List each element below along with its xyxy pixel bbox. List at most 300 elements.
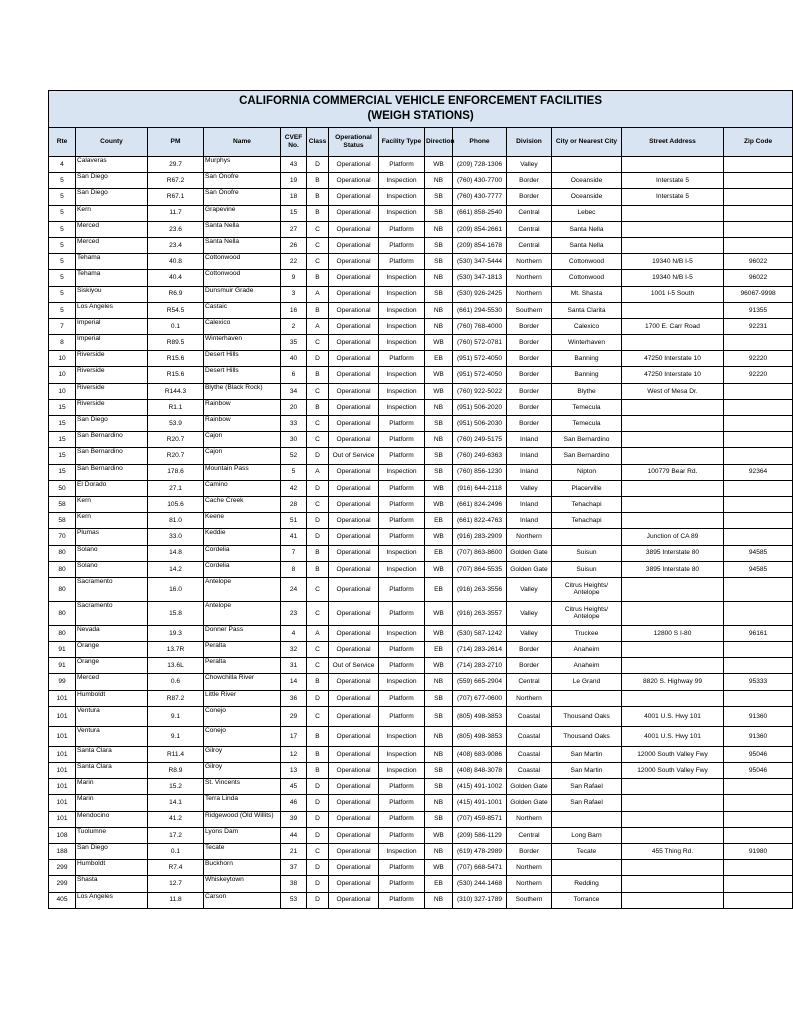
table-cell: Operational (329, 173, 379, 189)
table-cell: 4001 U.S. Hwy 101 (622, 706, 724, 726)
table-cell: NB (425, 302, 453, 318)
table-cell (622, 860, 724, 876)
table-row (49, 827, 793, 843)
table-row (49, 448, 793, 464)
table-row (49, 432, 793, 448)
table-cell: 3 (281, 286, 307, 302)
column-header: Operational Status (329, 128, 379, 157)
table-cell: A (307, 286, 329, 302)
table-cell: Border (507, 367, 552, 383)
table-cell: San Bernardino (552, 448, 622, 464)
table-cell: 95333 (724, 674, 793, 690)
table-cell: R144.3 (148, 383, 204, 399)
table-cell: 12 (281, 746, 307, 762)
table-cell: 31 (281, 658, 307, 674)
table-cell: Inspection (379, 674, 425, 690)
table-cell: Citrus Heights/ Antelope (552, 577, 622, 601)
table-cell: 15.2 (148, 779, 204, 795)
table-cell: 11.7 (148, 205, 204, 221)
table-cell: 21 (281, 843, 307, 859)
table-cell: Platform (379, 658, 425, 674)
table-cell: Operational (329, 286, 379, 302)
table-cell: 92220 (724, 367, 793, 383)
table-cell: 5 (281, 464, 307, 480)
table-cell: 101 (49, 746, 76, 762)
table-cell: Rainbow (204, 399, 281, 415)
table-cell: Northern (507, 876, 552, 892)
table-cell: Placerville (552, 480, 622, 496)
table-cell: (209) 854-2661 (453, 221, 507, 237)
table-cell: Humboldt (76, 860, 148, 876)
table-cell: Border (507, 351, 552, 367)
table-cell: 17 (281, 726, 307, 746)
table-cell: 95046 (724, 746, 793, 762)
table-cell: Valley (507, 480, 552, 496)
table-cell: Operational (329, 513, 379, 529)
table-row (49, 746, 793, 762)
table-cell: Northern (507, 286, 552, 302)
table-cell: Inspection (379, 270, 425, 286)
table-cell: 5 (49, 237, 76, 253)
table-cell: Operational (329, 399, 379, 415)
table-cell: Lyons Dam (204, 827, 281, 843)
table-cell: R15.6 (148, 367, 204, 383)
table-cell: Operational (329, 860, 379, 876)
table-cell: C (307, 496, 329, 512)
table-cell (724, 416, 793, 432)
table-cell: Platform (379, 237, 425, 253)
table-cell: B (307, 270, 329, 286)
table-body (49, 157, 793, 909)
table-cell: (707) 459-8571 (453, 811, 507, 827)
table-cell: Operational (329, 601, 379, 625)
table-cell: SB (425, 205, 453, 221)
table-cell: Santa Nella (204, 221, 281, 237)
table-cell (724, 157, 793, 173)
table-cell: NB (425, 173, 453, 189)
table-cell (724, 513, 793, 529)
table-cell: Platform (379, 601, 425, 625)
table-row (49, 173, 793, 189)
table-cell: 58 (49, 496, 76, 512)
table-cell: Operational (329, 432, 379, 448)
table-cell: Solano (76, 545, 148, 561)
table-cell: Platform (379, 480, 425, 496)
table-cell: Donner Pass (204, 625, 281, 641)
table-cell: Border (507, 658, 552, 674)
table-cell: (530) 587-1242 (453, 625, 507, 641)
table-cell: 12000 South Valley Fwy (622, 746, 724, 762)
table-cell: Inspection (379, 843, 425, 859)
table-cell: Coastal (507, 706, 552, 726)
table-cell: 20 (281, 399, 307, 415)
table-cell: Border (507, 318, 552, 334)
table-cell: Operational (329, 205, 379, 221)
table-row (49, 270, 793, 286)
table-cell: (714) 283-2614 (453, 642, 507, 658)
table-cell: D (307, 779, 329, 795)
table-cell: D (307, 876, 329, 892)
table-cell: 39 (281, 811, 307, 827)
table-cell: D (307, 448, 329, 464)
table-cell: C (307, 601, 329, 625)
table-cell: Operational (329, 464, 379, 480)
table-cell: Sacramento (76, 601, 148, 625)
table-cell: San Bernardino (76, 464, 148, 480)
table-row (49, 205, 793, 221)
table-cell (724, 448, 793, 464)
table-cell: 40.4 (148, 270, 204, 286)
table-cell: Border (507, 173, 552, 189)
table-cell: 5 (49, 270, 76, 286)
table-cell: Valley (507, 625, 552, 641)
table-cell: Buckhorn (204, 860, 281, 876)
table-cell: San Onofre (204, 173, 281, 189)
table-cell: (530) 926-2425 (453, 286, 507, 302)
table-cell: Mt. Shasta (552, 286, 622, 302)
table-cell: Operational (329, 237, 379, 253)
table-cell: Merced (76, 221, 148, 237)
table-cell (724, 642, 793, 658)
table-cell: Keene (204, 513, 281, 529)
table-cell: 27.1 (148, 480, 204, 496)
table-cell: 108 (49, 827, 76, 843)
table-cell: B (307, 726, 329, 746)
table-cell: Inspection (379, 625, 425, 641)
table-cell: 23.4 (148, 237, 204, 253)
table-cell: Ventura (76, 726, 148, 746)
table-row (49, 416, 793, 432)
table-cell: 13 (281, 763, 307, 779)
table-cell: Cottonwood (552, 270, 622, 286)
table-cell: Border (507, 843, 552, 859)
table-cell: 33.0 (148, 529, 204, 545)
table-cell (552, 529, 622, 545)
table-cell: 15 (49, 432, 76, 448)
table-cell: Ventura (76, 706, 148, 726)
table-cell: 7 (49, 318, 76, 334)
table-cell (622, 480, 724, 496)
table-cell: Southern (507, 892, 552, 908)
title-line-1: CALIFORNIA COMMERCIAL VEHICLE ENFORCEMENT FACILITIES (239, 95, 603, 107)
table-cell (724, 383, 793, 399)
table-cell: 23 (281, 601, 307, 625)
table-cell: 19340 N/B I-5 (622, 270, 724, 286)
table-cell: WB (425, 496, 453, 512)
table-cell: A (307, 625, 329, 641)
table-cell (622, 658, 724, 674)
table-cell: 100779 Bear Rd. (622, 464, 724, 480)
table-cell: Whiskeytown (204, 876, 281, 892)
table-cell: 5 (49, 254, 76, 270)
table-cell: B (307, 173, 329, 189)
table-cell: (951) 506-2030 (453, 416, 507, 432)
column-header: County (76, 128, 148, 157)
table-cell: Inspection (379, 205, 425, 221)
table-cell: Operational (329, 367, 379, 383)
table-cell: 91 (49, 658, 76, 674)
table-cell: 94585 (724, 561, 793, 577)
table-cell: B (307, 561, 329, 577)
table-cell: 0.1 (148, 318, 204, 334)
table-cell (552, 811, 622, 827)
table-cell: 41.2 (148, 811, 204, 827)
table-cell: SB (425, 706, 453, 726)
table-cell: NB (425, 892, 453, 908)
table-cell: 0.1 (148, 843, 204, 859)
table-cell: SB (425, 811, 453, 827)
table-cell: Operational (329, 318, 379, 334)
table-cell: C (307, 416, 329, 432)
table-cell: D (307, 351, 329, 367)
table-cell: Orange (76, 658, 148, 674)
table-cell: C (307, 577, 329, 601)
table-cell: (530) 244-1468 (453, 876, 507, 892)
table-cell: SB (425, 189, 453, 205)
table-cell: NB (425, 746, 453, 762)
table-cell: 9 (281, 270, 307, 286)
table-cell: WB (425, 157, 453, 173)
table-cell (552, 157, 622, 173)
table-cell: SB (425, 690, 453, 706)
table-cell: 14.8 (148, 545, 204, 561)
table-row (49, 464, 793, 480)
table-cell: Carson (204, 892, 281, 908)
table-cell (552, 690, 622, 706)
table-cell: NB (425, 270, 453, 286)
table-cell: 91980 (724, 843, 793, 859)
table-cell: Platform (379, 432, 425, 448)
table-cell: Desert Hills (204, 351, 281, 367)
table-cell: (707) 677-0600 (453, 690, 507, 706)
table-cell: Operational (329, 561, 379, 577)
table-cell: (916) 263-3556 (453, 577, 507, 601)
table-cell: SB (425, 416, 453, 432)
table-cell (724, 496, 793, 512)
table-cell: WB (425, 561, 453, 577)
table-row (49, 335, 793, 351)
table-cell: SB (425, 763, 453, 779)
table-cell: 28 (281, 496, 307, 512)
table-cell: Cordelia (204, 561, 281, 577)
table-cell: Operational (329, 795, 379, 811)
table-cell: Nevada (76, 625, 148, 641)
table-cell: (559) 665-2904 (453, 674, 507, 690)
table-cell: (310) 327-1789 (453, 892, 507, 908)
table-cell (622, 690, 724, 706)
table-cell: Inspection (379, 318, 425, 334)
table-cell: 3895 Interstate 80 (622, 545, 724, 561)
table-cell: Platform (379, 892, 425, 908)
table-cell: WB (425, 860, 453, 876)
table-cell (724, 221, 793, 237)
table-cell: WB (425, 625, 453, 641)
table-cell: 8 (49, 335, 76, 351)
table-cell: 99 (49, 674, 76, 690)
table-cell (724, 892, 793, 908)
table-cell: Inland (507, 448, 552, 464)
table-cell: Operational (329, 763, 379, 779)
table-cell (724, 876, 793, 892)
table-cell: 2 (281, 318, 307, 334)
table-cell: Central (507, 674, 552, 690)
table-cell: 5 (49, 189, 76, 205)
table-cell: EB (425, 876, 453, 892)
table-cell: 47250 Interstate 10 (622, 351, 724, 367)
table-cell: Central (507, 237, 552, 253)
table-cell: Inspection (379, 286, 425, 302)
table-cell: Cajon (204, 448, 281, 464)
table-cell: B (307, 189, 329, 205)
table-cell: Mendocino (76, 811, 148, 827)
table-cell: 80 (49, 625, 76, 641)
table-cell: Banning (552, 351, 622, 367)
table-cell: 23.6 (148, 221, 204, 237)
table-cell: (707) 668-5471 (453, 860, 507, 876)
table-cell: 15 (49, 448, 76, 464)
table-cell: Winterhaven (204, 335, 281, 351)
table-cell: Inspection (379, 545, 425, 561)
table-cell: 26 (281, 237, 307, 253)
column-header: Phone (453, 128, 507, 157)
table-cell: D (307, 795, 329, 811)
table-cell (724, 480, 793, 496)
table-cell: 36 (281, 690, 307, 706)
table-row (49, 529, 793, 545)
table-cell: 4 (281, 625, 307, 641)
table-cell: R7.4 (148, 860, 204, 876)
table-cell: Citrus Heights/ Antelope (552, 601, 622, 625)
table-cell: D (307, 690, 329, 706)
table-cell: Operational (329, 577, 379, 601)
table-cell: (661) 294-5530 (453, 302, 507, 318)
table-cell: Inspection (379, 335, 425, 351)
table-cell (622, 811, 724, 827)
table-cell: 5 (49, 205, 76, 221)
table-cell: 37 (281, 860, 307, 876)
table-cell: Platform (379, 254, 425, 270)
table-cell: 80 (49, 561, 76, 577)
table-cell: West of Mesa Dr. (622, 383, 724, 399)
table-cell: Grapevine (204, 205, 281, 221)
table-cell: (209) 854-1678 (453, 237, 507, 253)
table-cell: C (307, 221, 329, 237)
table-cell: 8820 S. Highway 99 (622, 674, 724, 690)
table-row (49, 726, 793, 746)
table-cell: 34 (281, 383, 307, 399)
table-cell: 101 (49, 795, 76, 811)
table-cell: Ridgewood (Old Willits) (204, 811, 281, 827)
table-cell: Operational (329, 383, 379, 399)
table-cell: (805) 498-3853 (453, 726, 507, 746)
table-cell: Inland (507, 464, 552, 480)
table-cell: EB (425, 351, 453, 367)
table-cell: 299 (49, 876, 76, 892)
table-cell: Border (507, 383, 552, 399)
table-cell: 32 (281, 642, 307, 658)
column-header: PM (148, 128, 204, 157)
table-cell: 70 (49, 529, 76, 545)
table-row (49, 221, 793, 237)
table-title (49, 91, 793, 128)
table-cell: Golden Gate (507, 779, 552, 795)
table-cell: D (307, 480, 329, 496)
table-row (49, 399, 793, 415)
table-cell (724, 189, 793, 205)
table-cell: 38 (281, 876, 307, 892)
table-cell: Platform (379, 448, 425, 464)
table-cell: WB (425, 335, 453, 351)
table-cell: Inland (507, 513, 552, 529)
table-cell: Thousand Oaks (552, 706, 622, 726)
table-cell: Platform (379, 496, 425, 512)
table-cell: Calexico (204, 318, 281, 334)
table-cell: Platform (379, 795, 425, 811)
table-cell: (209) 728-1306 (453, 157, 507, 173)
table-cell (622, 513, 724, 529)
table-cell: 4001 U.S. Hwy 101 (622, 726, 724, 746)
table-cell (622, 205, 724, 221)
table-cell: Northern (507, 270, 552, 286)
table-cell: D (307, 529, 329, 545)
table-cell: Platform (379, 827, 425, 843)
table-cell: 13.7R (148, 642, 204, 658)
table-cell: Inspection (379, 189, 425, 205)
table-cell: Inspection (379, 383, 425, 399)
table-cell: Operational (329, 480, 379, 496)
table-cell: Oceanside (552, 173, 622, 189)
table-cell: Torrance (552, 892, 622, 908)
table-cell: EB (425, 642, 453, 658)
table-cell (724, 779, 793, 795)
table-cell: 15 (49, 464, 76, 480)
table-cell: Riverside (76, 367, 148, 383)
table-cell: Platform (379, 706, 425, 726)
table-cell (724, 795, 793, 811)
table-cell: Temecula (552, 399, 622, 415)
table-cell: 12000 South Valley Fwy (622, 763, 724, 779)
table-cell: 101 (49, 779, 76, 795)
column-header: Division (507, 128, 552, 157)
table-cell: 19 (281, 173, 307, 189)
table-cell: NB (425, 432, 453, 448)
table-row (49, 642, 793, 658)
table-row (49, 545, 793, 561)
table-cell: 14 (281, 674, 307, 690)
table-cell: Lebec (552, 205, 622, 221)
table-cell: 101 (49, 690, 76, 706)
table-cell: C (307, 383, 329, 399)
table-cell: Riverside (76, 383, 148, 399)
table-cell: Riverside (76, 351, 148, 367)
table-cell: Coastal (507, 763, 552, 779)
table-cell: Operational (329, 270, 379, 286)
table-cell (622, 496, 724, 512)
table-row (49, 763, 793, 779)
table-cell: 92231 (724, 318, 793, 334)
table-cell: Santa Nella (204, 237, 281, 253)
table-cell: SB (425, 254, 453, 270)
table-cell: Siskiyou (76, 286, 148, 302)
table-cell: WB (425, 529, 453, 545)
table-cell: Castaic (204, 302, 281, 318)
table-cell: Central (507, 205, 552, 221)
table-cell: Imperial (76, 318, 148, 334)
table-cell: (707) 864-5535 (453, 561, 507, 577)
table-cell: C (307, 237, 329, 253)
table-cell: Santa Nella (552, 221, 622, 237)
table-cell: San Diego (76, 416, 148, 432)
